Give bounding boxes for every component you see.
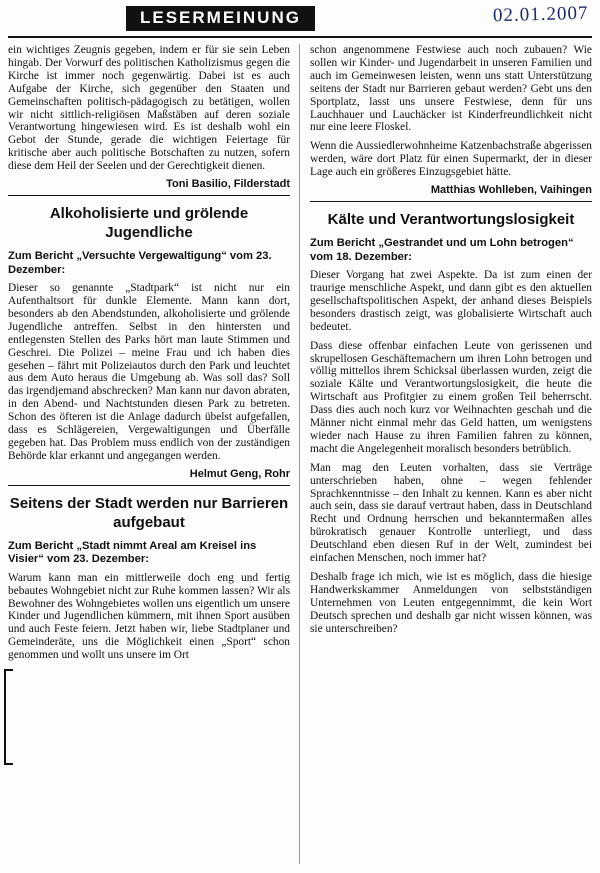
article-headline: Alkoholisierte und grölende Jugendliche	[49, 205, 249, 242]
left-column	[8, 44, 300, 864]
article-lead: Zum Bericht „Versuchte Vergewaltigung“ vom 23. Dezember:	[8, 250, 272, 276]
masthead	[8, 2, 592, 38]
paragraph: ein wichtiges Zeugnis gegeben, indem er für sie sein Leben hingab. Der Vorwurf des politischen Katholizismus gegen die Kirche ist immer noch gegenwärtig. Dabei ist es auch Aufgabe der Kirche, sich gegenüber den Staaten und Gemeinschaften politisch-pädagogisch zu betätigen, wollen wir nicht sittlich-religiösen Maßstäben auf deren soziale Verantwortung hingewiesen wird. Es ist deshalb wohl ein Gebot der Stunde, gerade die wichtigen Feiertage für kritische aber auch politische Botschaften zu nutzen, sofern diese dem Heil der Seelen und der Gerechtigkeit dienen.	[8, 44, 290, 173]
article-continued-left	[8, 44, 290, 190]
article-kaelte	[310, 210, 592, 635]
article-continued-right	[310, 44, 592, 196]
paragraph: Deshalb frage ich mich, wie ist es möglich, dass die hiesige Handwerkskammer Anmeldungen von selbstständigen Unternehmen von Leuten entgegennimmt, die kein Wort Deutsch sprechen und deshalb gar nicht wissen können, was sie unterschreiben?	[310, 571, 592, 635]
article-columns	[8, 44, 592, 864]
paragraph: schon angenommene Festwiese auch noch zubauen? Wie sollen wir Kinder- und Jugendarbeit in unseren Familien und auch im Gemeinwesen leisten, wenn uns statt Unterstützung seitens der Stadt nur Barrieren gebaut werden? Gebt uns den Sportplatz, lasst uns unsere Festwiese, denn für uns Lauchhauer und Lauchäcker ist Kinderfreundlichkeit nicht nur eine leere Floskel.	[310, 44, 592, 134]
article-headline: Kälte und Verantwortungslosigkeit	[327, 211, 575, 229]
article-signature: Matthias Wohlleben, Vaihingen	[430, 184, 592, 197]
article-signature: Helmut Geng, Rohr	[189, 467, 290, 480]
paragraph: Wenn die Aussiedlerwohnheime Katzenbachstraße abgerissen werden, wäre dort Platz für einen Supermarkt, der in dieser Lage auch ein größeres Einzugsgebiet hätte.	[310, 140, 592, 179]
article-lead: Zum Bericht „Stadt nimmt Areal am Kreisel ins Visier“ vom 23. Dezember:	[8, 539, 257, 566]
section-divider	[310, 201, 592, 202]
masthead-title: LESERMEINUNG	[126, 6, 315, 31]
paragraph: Dieser Vorgang hat zwei Aspekte. Da ist zum einen der traurige menschliche Aspekt, und dann gibt es den aktuellen gesellschaftspolitischen Aspekt, der anhand dieses Beispiels besonders drastisch zeigt, was globalisierte Wirtschaft auch bedeutet.	[310, 269, 592, 333]
newspaper-page	[0, 2, 600, 873]
article-barrieren	[8, 494, 290, 662]
paragraph: Dieser so genannte „Stadtpark“ ist nicht nur ein Aufenthaltsort für dunkle Elemente. Mann kann dort, besonders ab den Abendstunden, alkoholisierte und grölende Jugendliche antreffen. Selbst in den hintersten und entlegensten Stellen des Parks hört man laute Stimmen und Geschrei. Die Polizei – meine Frau und ich haben dies gesehen – fährt mit Polizeiautos durch den Park und leuchtet aus dem Auto heraus die Umgebung ab. Was soll das? Soll das irgendjemand abschrecken? Man kann nur davon abraten, in den Abend- und Nachtstunden diesen Park zu betreten. Schon des öfteren ist die Anlage dadurch übelst aufgefallen, dass es Schlägereien, Vergewaltigungen und Überfälle gegeben hat. Das Problem muss endlich von der zuständigen Behörde klar erkannt und angegangen werden.	[8, 282, 290, 462]
article-lead: Zum Bericht „Gestrandet und um Lohn betrogen“ vom 18. Dezember:	[310, 237, 574, 263]
section-divider	[8, 485, 290, 486]
section-divider	[8, 195, 290, 196]
paragraph: Dass diese offenbar einfachen Leute von gerissenen und skrupellosen Geschäftemachern um ihren Lohn betrogen und völlig mittellos ihrem Schicksal überlassen wurden, zeigt die soziale Kälte und Verantwortungslosigkeit, die heute die Wirtschaft aus Profitgier zu einem großen Teil beherrscht. Dass dies auch noch kurz vor Weihnachten geschah und die Männer nicht einmal mehr das Geld hatten, um wenigstens wieder nach Hause zu ihren Familien fahren zu können, macht die Angelegenheit moralisch besonders betrüblich.	[310, 339, 592, 455]
right-column	[300, 44, 592, 864]
paragraph: Warum kann man ein mittlerweile doch eng und fertig bebautes Wohngebiet nicht zur Ruhe kommen lassen? Wir als Bewohner des Wohngebietes wollen uns eigentlich um unsere Kinder und Jugendlichen kümmern, mit ihnen Sport ausüben und auch Feste feiern. Jetzt haben wir, liebe Stadtplaner und Gemeinderäte, uns die Möglichkeit einen „Sport“ schon genommen und wollt uns unsere im Ort	[8, 571, 290, 662]
handwritten-date: 02.01.2007	[492, 2, 589, 27]
article-signature: Toni Basilio, Filderstadt	[166, 178, 290, 191]
bracket-mark-left	[4, 669, 13, 765]
article-headline: Seitens der Stadt werden nur Barrieren aufgebaut	[9, 494, 289, 531]
paragraph: Man mag den Leuten vorhalten, dass sie Verträge unterschrieben haben, ohne – wegen fehlender Sprachkenntnisse – den Inhalt zu kennen. Kann es aber nicht auch sein, dass sie darauf vertraut haben, dass in Deutschland Recht und Ordnung herrschen und bekanntermaßen alles bürokratisch genauer Kontrolle unterliegt, und dass Deutschland eben diesen Ruf in der Welt, zumindest bei einfachen Menschen, noch immer hat?	[310, 461, 592, 565]
article-alkoholisierte	[8, 204, 290, 480]
